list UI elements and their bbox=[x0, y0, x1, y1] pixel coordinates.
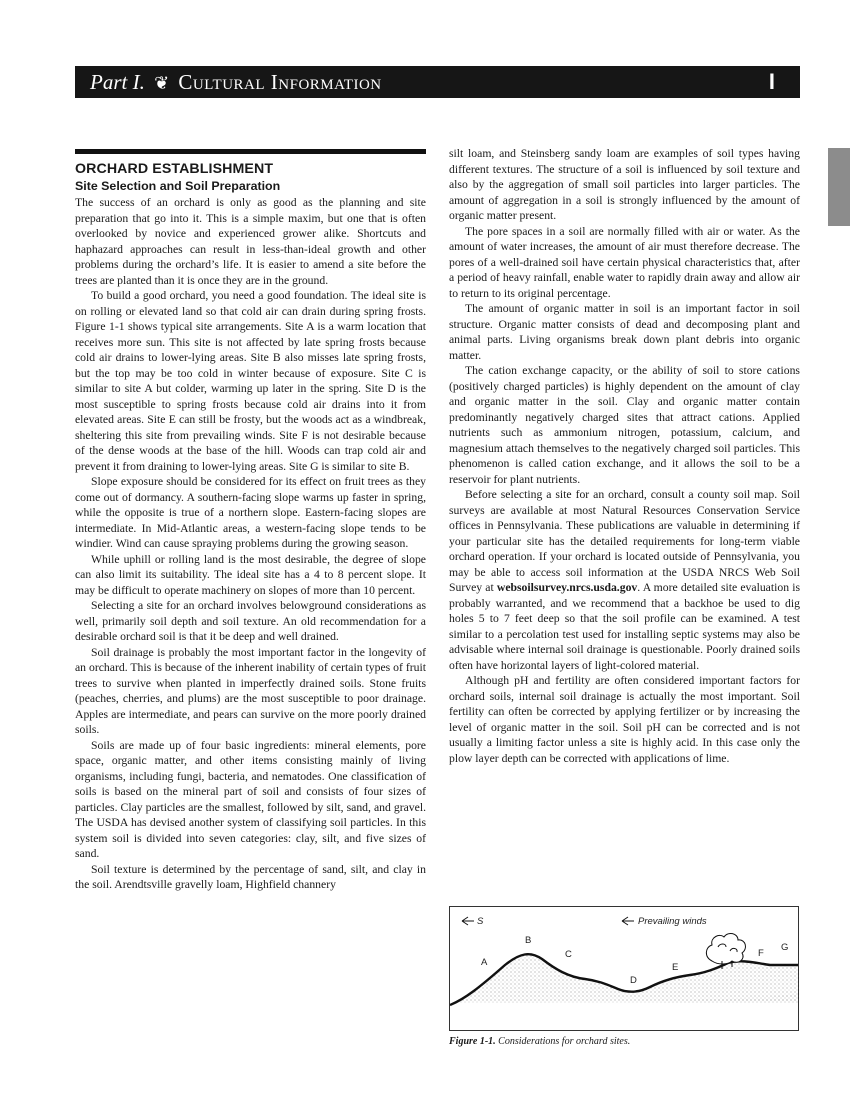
paragraph: silt loam, and Steinsberg sandy loam are examples of soil types having different textures. The structure of a soil is influenced by soil texture and also by the aggregation of small soil particles into larger particles. The amount of aggregation in a soil is strongly influenced by the amount of organic matter present. bbox=[449, 147, 800, 222]
figure-orchard-sites bbox=[449, 906, 799, 1031]
site-label-e: E bbox=[672, 962, 679, 973]
leaf-icon: ❦ bbox=[154, 73, 170, 93]
paragraph: The pore spaces in a soil are normally filled with air or water. As the amount of water increases, the amount of air must therefore decrease. The pores of a well-drained soil have certain physical characteristics that, after a period of heavy rainfall, enable water to rapidly drain away and allow air to return to its original percentage. bbox=[449, 224, 800, 300]
page-number: I bbox=[768, 69, 775, 94]
south-arrow-icon bbox=[462, 917, 474, 925]
site-label-d: D bbox=[630, 975, 637, 986]
site-label-b: B bbox=[525, 935, 532, 946]
figure-caption bbox=[449, 1036, 630, 1047]
paragraph-text: Before selecting a site for an orchard, consult a county soil map. Soil surveys are available at most Natural Resources Conservation Service offices in Pennsylvania. These publications are valuable in determining if your particular site has the detailed requirements for long-term viable orchard operation. If your orchard is located outside of Pennsylvania, you may be able to access soil information at the USDA NRCS Web Soil Survey at bbox=[449, 488, 800, 594]
paragraph: The amount of organic matter in soil is an important factor in soil structure. Organic matter consists of dead and decomposing plant and animal parts. Living organisms break down plant debris into organic matter. bbox=[449, 302, 800, 362]
section-subtitle: Site Selection and Soil Preparation bbox=[75, 179, 281, 193]
wind-arrow-icon bbox=[622, 917, 634, 925]
header-section-title: Cultural Information bbox=[178, 70, 382, 94]
paragraph: Slope exposure should be considered for its effect on fruit trees as they come out of dormancy. A southern-facing slope warms up faster in spring, while the opposite is true of a northern slope. Eastern-facing slopes are intermediate. In Mid-Atlantic areas, a western-facing slope tends to be windier. Wind can cause spraying problems during the growing season. bbox=[75, 475, 426, 550]
caption-label: Figure 1-1. bbox=[449, 1036, 496, 1047]
section-title: ORCHARD ESTABLISHMENT bbox=[75, 161, 274, 177]
header-bar bbox=[75, 66, 800, 98]
site-label-f: F bbox=[758, 948, 764, 959]
paragraph: To build a good orchard, you need a good foundation. The ideal site is on rolling or elevated land so that cold air can drain during spring frosts. Figure 1-1 shows typical site arrangements. Site A is a warm location that receives more sun. This site is not affected by late spring frosts because cold air drains to lower-lying areas. Site B also misses late spring frosts, but the top may be too cold in winter because of exposure. Site C is similar to site A but colder, warming up later in the spring. Site D is the most susceptible to spring frosts because cold air drains into it from elevated areas. Site E can still be frosty, but the woods act as a windbreak, sheltering this site from prevailing winds. Site F is not desirable because of the dense woods at the base of the hill. Woods can trap cold air and prevent it from draining to lower-lying areas. Site G is similar to site B. bbox=[75, 289, 426, 473]
paragraph: Soil drainage is probably the most important factor in the longevity of an orchard. This is because of the inherent inability of certain types of fruit trees to survive when planted in imperfectly drained soils. Stone fruits (peaches, cherries, and plums) are the most susceptible to poor drainage. Apples are intermediate, and pears can survive on the more poorly drained soils. bbox=[75, 645, 426, 736]
section-rule bbox=[75, 149, 426, 154]
soil-survey-url: websoilsurvey.nrcs.usda.gov bbox=[496, 581, 638, 594]
paragraph-text: . A more detailed site evaluation is probably warranted, and we recommend that a backhoe be used to dig holes 5 to 7 feet deep so that the soil profile can be examined. A test similar to a percolation test used for installing septic systems may also be advisable where internal soil drainage is questionable. Poorly drained soils often have horizontal layers of light-colored material. bbox=[449, 581, 801, 672]
header-part: Part I. bbox=[90, 70, 145, 94]
paragraph: The success of an orchard is only as good as the planning and site preparation that go into it. This is a simple maxim, but one that is often overlooked by novice and experienced grower alike. Shortcuts and haphazard approaches can result in less-than-ideal growth and other problems during the orchard’s life. It is easier to amend a site before the trees are planted than it is once they are in the ground. bbox=[75, 196, 426, 287]
site-label-a: A bbox=[481, 957, 488, 968]
caption-text: Considerations for orchard sites. bbox=[495, 1036, 631, 1047]
right-column bbox=[449, 146, 800, 766]
paragraph: Although pH and fertility are often considered important factors for orchard soils, internal soil drainage is actually the most important. Soil fertility can often be corrected by applying fertilizer or by increasing the level of organic matter in the soil. Soil pH can be corrected and is not usually a limiting factor unless a site is highly acid. In this case only the plow layer depth can be corrected with applications of lime. bbox=[449, 674, 800, 765]
site-diagram bbox=[450, 907, 798, 1030]
site-label-g: G bbox=[781, 942, 789, 953]
site-label-c: C bbox=[565, 949, 572, 960]
header-title bbox=[90, 70, 382, 95]
wind-label: Prevailing winds bbox=[638, 916, 707, 927]
paragraph: Soils are made up of four basic ingredients: mineral elements, pore space, organic matter, and other items consisting mainly of living organisms, including fungi, bacteria, and nematodes. One classification of soils is based on the mineral part of soil and consists of four sizes of particles. Clay particles are the smallest, followed by silt, sand, and gravel. The USDA has devised another system of classifying soil particles. In this system soil is divided into seven categories: clay, silt, and five sizes of sand. bbox=[75, 738, 426, 860]
paragraph: Selecting a site for an orchard involves belowground considerations as well, primarily soil depth and soil texture. An old recommendation for a desirable orchard soil is that it be deep and well drained. bbox=[75, 599, 426, 643]
paragraph: While uphill or rolling land is the most desirable, the degree of slope can also limit its suitability. The ideal site has a 4 to 8 percent slope. It may be difficult to operate machinery on slopes of more than 10 percent. bbox=[75, 552, 426, 597]
left-column bbox=[75, 146, 426, 893]
paragraph: The cation exchange capacity, or the ability of soil to store cations (positively charged particles) is highly dependent on the amount of clay and organic matter in the soil. Clay and organic matter contain predominantly negatively charged sites that attract cations. Applied nutrients such as ammonium nitrogen, potassium, calcium, and magnesium attach themselves to the negatively charged soil particles. This phenomenon is called cation exchange, and it allows the soil to be a reservoir for plant nutrients. bbox=[449, 364, 800, 486]
south-label: S bbox=[477, 916, 484, 927]
paragraph bbox=[449, 487, 800, 673]
paragraph: Soil texture is determined by the percentage of sand, silt, and clay in the soil. Arendtsville gravelly loam, Highfield channery bbox=[75, 862, 426, 891]
side-thumb-tab bbox=[828, 148, 850, 226]
